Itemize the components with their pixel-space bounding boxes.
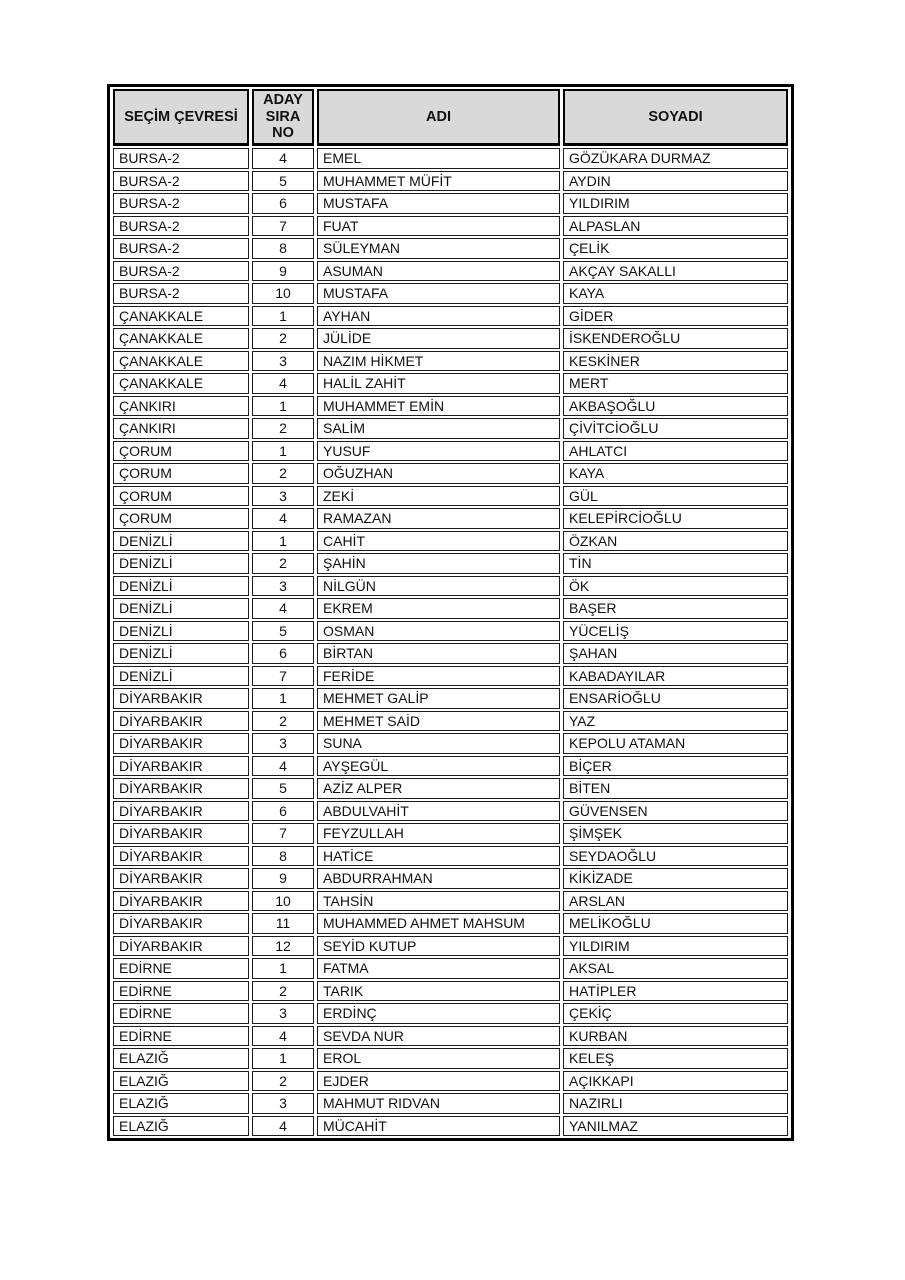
cell-secim-cevresi: ELAZIĞ [113,1071,249,1092]
table-row [113,351,788,372]
cell-secim-cevresi: ÇANKIRI [113,418,249,439]
cell-secim-cevresi: EDİRNE [113,958,249,979]
cell-soyadi: YAZ [563,711,788,732]
cell-aday-sira-no: 3 [252,576,314,597]
cell-secim-cevresi: BURSA-2 [113,238,249,259]
cell-adi: MUHAMMED AHMET MAHSUM [317,913,560,934]
table-row [113,891,788,912]
cell-adi: ŞAHİN [317,553,560,574]
table-row [113,868,788,889]
cell-secim-cevresi: ELAZIĞ [113,1093,249,1114]
cell-soyadi: KAYA [563,463,788,484]
cell-adi: ABDURRAHMAN [317,868,560,889]
cell-adi: EJDER [317,1071,560,1092]
cell-soyadi: AÇIKKAPI [563,1071,788,1092]
cell-soyadi: ARSLAN [563,891,788,912]
cell-aday-sira-no: 4 [252,508,314,529]
cell-adi: ABDULVAHİT [317,801,560,822]
cell-adi: SEYİD KUTUP [317,936,560,957]
cell-aday-sira-no: 4 [252,373,314,394]
cell-adi: AYŞEGÜL [317,756,560,777]
table-row [113,328,788,349]
cell-adi: MEHMET GALİP [317,688,560,709]
cell-aday-sira-no: 5 [252,778,314,799]
table-row [113,936,788,957]
cell-aday-sira-no: 7 [252,823,314,844]
cell-secim-cevresi: ÇANKIRI [113,396,249,417]
cell-secim-cevresi: ÇANAKKALE [113,306,249,327]
cell-secim-cevresi: DİYARBAKIR [113,688,249,709]
table-row [113,373,788,394]
table-row [113,238,788,259]
cell-secim-cevresi: EDİRNE [113,1026,249,1047]
cell-secim-cevresi: ÇANAKKALE [113,328,249,349]
cell-adi: EKREM [317,598,560,619]
table-row [113,508,788,529]
cell-soyadi: ŞAHAN [563,643,788,664]
table-row [113,261,788,282]
cell-aday-sira-no: 1 [252,958,314,979]
cell-aday-sira-no: 9 [252,261,314,282]
table-row [113,801,788,822]
cell-soyadi: KURBAN [563,1026,788,1047]
cell-aday-sira-no: 10 [252,891,314,912]
cell-adi: OĞUZHAN [317,463,560,484]
table-row [113,621,788,642]
cell-adi: MUSTAFA [317,193,560,214]
cell-secim-cevresi: EDİRNE [113,981,249,1002]
cell-soyadi: İSKENDEROĞLU [563,328,788,349]
cell-soyadi: KİKİZADE [563,868,788,889]
cell-secim-cevresi: DENİZLİ [113,621,249,642]
cell-adi: ERDİNÇ [317,1003,560,1024]
table-row [113,846,788,867]
cell-adi: AZİZ ALPER [317,778,560,799]
table-row [113,756,788,777]
cell-aday-sira-no: 5 [252,171,314,192]
table-row [113,193,788,214]
cell-aday-sira-no: 4 [252,756,314,777]
table-row [113,553,788,574]
cell-aday-sira-no: 4 [252,148,314,169]
cell-secim-cevresi: ÇORUM [113,486,249,507]
table-row [113,598,788,619]
cell-soyadi: SEYDAOĞLU [563,846,788,867]
cell-aday-sira-no: 4 [252,1026,314,1047]
cell-adi: SUNA [317,733,560,754]
cell-aday-sira-no: 2 [252,418,314,439]
cell-soyadi: KEPOLU ATAMAN [563,733,788,754]
cell-soyadi: BİTEN [563,778,788,799]
cell-aday-sira-no: 4 [252,1116,314,1137]
table-row [113,463,788,484]
cell-secim-cevresi: DİYARBAKIR [113,733,249,754]
cell-secim-cevresi: DENİZLİ [113,576,249,597]
cell-soyadi: YILDIRIM [563,936,788,957]
cell-secim-cevresi: ÇORUM [113,441,249,462]
table-header [113,89,788,146]
table-row [113,981,788,1002]
cell-adi: NAZIM HİKMET [317,351,560,372]
cell-soyadi: BİÇER [563,756,788,777]
cell-adi: JÜLİDE [317,328,560,349]
cell-secim-cevresi: DİYARBAKIR [113,846,249,867]
cell-adi: OSMAN [317,621,560,642]
cell-secim-cevresi: DİYARBAKIR [113,756,249,777]
table-row [113,958,788,979]
table-row [113,396,788,417]
cell-aday-sira-no: 3 [252,351,314,372]
cell-aday-sira-no: 1 [252,441,314,462]
cell-aday-sira-no: 1 [252,1048,314,1069]
cell-aday-sira-no: 10 [252,283,314,304]
table-row [113,1093,788,1114]
table-row [113,733,788,754]
table-row [113,1003,788,1024]
cell-soyadi: ENSARİOĞLU [563,688,788,709]
cell-adi: TARIK [317,981,560,1002]
cell-soyadi: ÇEKİÇ [563,1003,788,1024]
cell-aday-sira-no: 7 [252,216,314,237]
cell-aday-sira-no: 8 [252,846,314,867]
cell-secim-cevresi: DENİZLİ [113,666,249,687]
header-aday-sira-no: ADAY SIRA NO [252,89,314,146]
cell-soyadi: GÜVENSEN [563,801,788,822]
cell-aday-sira-no: 1 [252,531,314,552]
cell-secim-cevresi: DİYARBAKIR [113,778,249,799]
cell-secim-cevresi: ÇANAKKALE [113,373,249,394]
cell-aday-sira-no: 7 [252,666,314,687]
cell-adi: MÜCAHİT [317,1116,560,1137]
cell-aday-sira-no: 3 [252,1003,314,1024]
cell-aday-sira-no: 6 [252,801,314,822]
cell-aday-sira-no: 5 [252,621,314,642]
cell-secim-cevresi: ÇORUM [113,463,249,484]
cell-aday-sira-no: 1 [252,306,314,327]
cell-aday-sira-no: 12 [252,936,314,957]
cell-secim-cevresi: DİYARBAKIR [113,913,249,934]
cell-secim-cevresi: BURSA-2 [113,148,249,169]
cell-aday-sira-no: 4 [252,598,314,619]
cell-aday-sira-no: 1 [252,396,314,417]
cell-adi: MUSTAFA [317,283,560,304]
table-row [113,913,788,934]
table-row [113,441,788,462]
cell-adi: FUAT [317,216,560,237]
table-row [113,1071,788,1092]
cell-aday-sira-no: 6 [252,643,314,664]
cell-soyadi: AYDIN [563,171,788,192]
cell-soyadi: GÜL [563,486,788,507]
cell-adi: HATİCE [317,846,560,867]
cell-adi: CAHİT [317,531,560,552]
cell-adi: FATMA [317,958,560,979]
cell-adi: EMEL [317,148,560,169]
cell-adi: NİLGÜN [317,576,560,597]
cell-soyadi: ÇİVİTCİOĞLU [563,418,788,439]
table-row [113,283,788,304]
cell-soyadi: GÖZÜKARA DURMAZ [563,148,788,169]
cell-adi: ASUMAN [317,261,560,282]
cell-adi: BİRTAN [317,643,560,664]
cell-soyadi: ŞİMŞEK [563,823,788,844]
cell-secim-cevresi: BURSA-2 [113,216,249,237]
cell-adi: MUHAMMET MÜFİT [317,171,560,192]
cell-soyadi: MERT [563,373,788,394]
cell-soyadi: TİN [563,553,788,574]
cell-adi: EROL [317,1048,560,1069]
cell-soyadi: KELEŞ [563,1048,788,1069]
table-row [113,823,788,844]
cell-aday-sira-no: 8 [252,238,314,259]
table-row [113,666,788,687]
cell-adi: YUSUF [317,441,560,462]
table-row [113,1116,788,1137]
cell-aday-sira-no: 2 [252,711,314,732]
table-row [113,1026,788,1047]
cell-secim-cevresi: ELAZIĞ [113,1048,249,1069]
cell-adi: SEVDA NUR [317,1026,560,1047]
cell-soyadi: KESKİNER [563,351,788,372]
header-secim-cevresi: SEÇİM ÇEVRESİ [113,89,249,146]
cell-adi: SÜLEYMAN [317,238,560,259]
cell-soyadi: KELEPİRCİOĞLU [563,508,788,529]
cell-soyadi: YANILMAZ [563,1116,788,1137]
cell-aday-sira-no: 9 [252,868,314,889]
cell-soyadi: AHLATCI [563,441,788,462]
table-row [113,216,788,237]
cell-aday-sira-no: 3 [252,733,314,754]
cell-secim-cevresi: DİYARBAKIR [113,891,249,912]
cell-aday-sira-no: 11 [252,913,314,934]
cell-adi: FERİDE [317,666,560,687]
cell-secim-cevresi: ÇORUM [113,508,249,529]
cell-secim-cevresi: DENİZLİ [113,553,249,574]
cell-aday-sira-no: 1 [252,688,314,709]
cell-soyadi: YILDIRIM [563,193,788,214]
cell-adi: MUHAMMET EMİN [317,396,560,417]
cell-soyadi: AKBAŞOĞLU [563,396,788,417]
cell-aday-sira-no: 2 [252,981,314,1002]
table-row [113,643,788,664]
cell-adi: MEHMET SAİD [317,711,560,732]
cell-soyadi: MELİKOĞLU [563,913,788,934]
cell-secim-cevresi: ÇANAKKALE [113,351,249,372]
cell-adi: MAHMUT RIDVAN [317,1093,560,1114]
cell-soyadi: AKSAL [563,958,788,979]
cell-secim-cevresi: DİYARBAKIR [113,801,249,822]
cell-secim-cevresi: BURSA-2 [113,193,249,214]
cell-soyadi: KAYA [563,283,788,304]
cell-secim-cevresi: DİYARBAKIR [113,868,249,889]
cell-secim-cevresi: EDİRNE [113,1003,249,1024]
cell-soyadi: YÜCELİŞ [563,621,788,642]
cell-soyadi: HATİPLER [563,981,788,1002]
table-row [113,1048,788,1069]
table-body [113,148,788,1136]
cell-soyadi: ALPASLAN [563,216,788,237]
cell-adi: FEYZULLAH [317,823,560,844]
table-row [113,778,788,799]
cell-secim-cevresi: BURSA-2 [113,261,249,282]
cell-secim-cevresi: DİYARBAKIR [113,823,249,844]
cell-soyadi: KABADAYILAR [563,666,788,687]
cell-secim-cevresi: DİYARBAKIR [113,936,249,957]
header-adi: ADI [317,89,560,146]
cell-adi: SALİM [317,418,560,439]
table-row [113,486,788,507]
header-row [113,89,788,146]
cell-adi: ZEKİ [317,486,560,507]
table-row [113,531,788,552]
table-row [113,148,788,169]
cell-secim-cevresi: DENİZLİ [113,598,249,619]
table-row [113,418,788,439]
table-row [113,688,788,709]
cell-secim-cevresi: DİYARBAKIR [113,711,249,732]
cell-aday-sira-no: 2 [252,328,314,349]
cell-soyadi: NAZIRLI [563,1093,788,1114]
table-row [113,306,788,327]
header-soyadi: SOYADI [563,89,788,146]
cell-aday-sira-no: 2 [252,553,314,574]
cell-secim-cevresi: BURSA-2 [113,283,249,304]
cell-aday-sira-no: 2 [252,1071,314,1092]
cell-soyadi: AKÇAY SAKALLI [563,261,788,282]
cell-soyadi: ÇELİK [563,238,788,259]
cell-aday-sira-no: 3 [252,486,314,507]
table-row [113,171,788,192]
cell-secim-cevresi: BURSA-2 [113,171,249,192]
cell-soyadi: ÖZKAN [563,531,788,552]
cell-soyadi: BAŞER [563,598,788,619]
cell-secim-cevresi: ELAZIĞ [113,1116,249,1137]
cell-soyadi: GİDER [563,306,788,327]
cell-aday-sira-no: 3 [252,1093,314,1114]
cell-secim-cevresi: DENİZLİ [113,531,249,552]
cell-adi: AYHAN [317,306,560,327]
cell-soyadi: ÖK [563,576,788,597]
cell-adi: TAHSİN [317,891,560,912]
cell-adi: HALİL ZAHİT [317,373,560,394]
table-row [113,711,788,732]
cell-adi: RAMAZAN [317,508,560,529]
cell-aday-sira-no: 6 [252,193,314,214]
table-row [113,576,788,597]
candidates-table [107,84,794,1141]
cell-secim-cevresi: DENİZLİ [113,643,249,664]
cell-aday-sira-no: 2 [252,463,314,484]
